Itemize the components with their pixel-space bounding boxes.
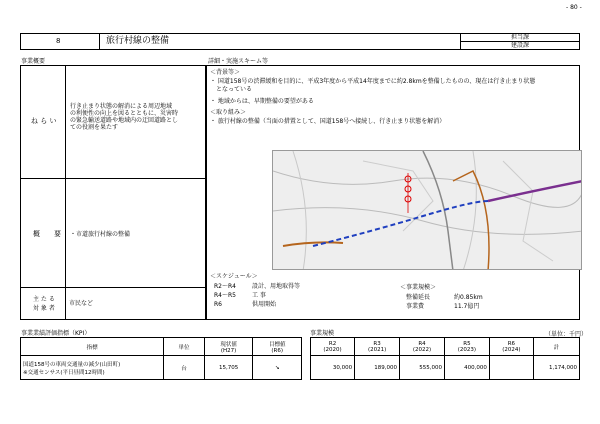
budget-value-r5: 400,000 [444, 356, 489, 380]
summary-label-cell [20, 178, 66, 288]
dept-value-cell [460, 41, 580, 50]
budget-value-r3: 189,000 [355, 356, 400, 380]
budget-unit-note: （単位：千円） [545, 331, 588, 338]
budget-section-label: 事業規模 [310, 330, 335, 337]
overview-section-label: 事業概要 [21, 58, 46, 65]
budget-value-r4: 555,000 [400, 356, 445, 380]
budget-year-r6: R6 (2024) [489, 338, 533, 356]
summary-text: ・市道旅行村線の整備 [70, 231, 131, 238]
budget-year-r5: R5 (2023) [444, 338, 489, 356]
budget-table [310, 337, 580, 380]
budget-year-r3: R3 (2021) [355, 338, 400, 356]
dept-label: 担当課 [511, 34, 530, 41]
dept-value: 建設課 [511, 42, 530, 49]
kpi-table [20, 337, 302, 380]
aim-text: 行き止まり状態の解消による周辺地域 の利便性の向上を図るとともに、災害時 の緊急輸送道路や地域内の迂回道路とし ての役割を果たす [70, 103, 179, 131]
summary-label: 概 要 [33, 230, 61, 238]
page-title: 旅行村線の整備 [106, 36, 170, 46]
subject-text: 市民など [69, 300, 94, 307]
budget-value-r6 [489, 356, 533, 380]
budget-year-r4: R4 (2022) [400, 338, 445, 356]
kpi-section-label: 事業業績評価指標（KPI） [21, 330, 91, 337]
item-number-cell [20, 33, 100, 50]
budget-year-r2: R2 (2020) [311, 338, 355, 356]
kpi-col-target: 目標値 (R6) [253, 338, 302, 356]
kpi-current: 15,705 [204, 356, 253, 380]
summary-text-cell [65, 178, 206, 288]
aim-label: ね ら い [31, 117, 57, 125]
budget-total-value: 1,174,000 [533, 356, 579, 380]
detail-section-label: 詳細・実施スキーム等 [208, 58, 269, 65]
kpi-target: ↘ [253, 356, 302, 380]
scale-block: ＜事業規模＞ 整備延長 約0.85km 事業費 11.7億円 [400, 284, 483, 310]
kpi-col-unit: 単位 [164, 338, 205, 356]
background-block: ＜背景等＞ ・ 国道158号の渋滞緩和を目的に、平成3年度から平成14年度までに約2.8kmを整備したものの、現在は行き止まり状態 となっている ・ 地域からは、早期整備の要望がある ＜取り組み＞ ・ 旅行村線の整備（当面の措置として、国道158号へ接続し、行き止まり状態を解消） [210, 69, 536, 125]
item-number: 8 [56, 37, 61, 45]
budget-total-label: 計 [533, 338, 579, 356]
kpi-unit: 台 [164, 356, 205, 380]
kpi-col-indicator: 指標 [21, 338, 164, 356]
schedule-block: ＜スケジュール＞ R2〜R4 設計、用地取得等 R4〜R5 工 事 R6 供用開始 [210, 273, 301, 308]
route-map-graphic [273, 151, 582, 270]
route-map [272, 150, 582, 270]
subject-label-cell: 主 た る 対 象 者 [20, 287, 66, 320]
kpi-col-current: 現状値 (H27) [204, 338, 253, 356]
aim-label-cell [20, 65, 66, 179]
page-number: - 80 - [566, 4, 582, 11]
budget-value-r2: 30,000 [311, 356, 355, 380]
kpi-indicator: 国道158号の車両交通量の減少(山田町) ※交通センサス(平日昼間12時間) [21, 356, 164, 380]
